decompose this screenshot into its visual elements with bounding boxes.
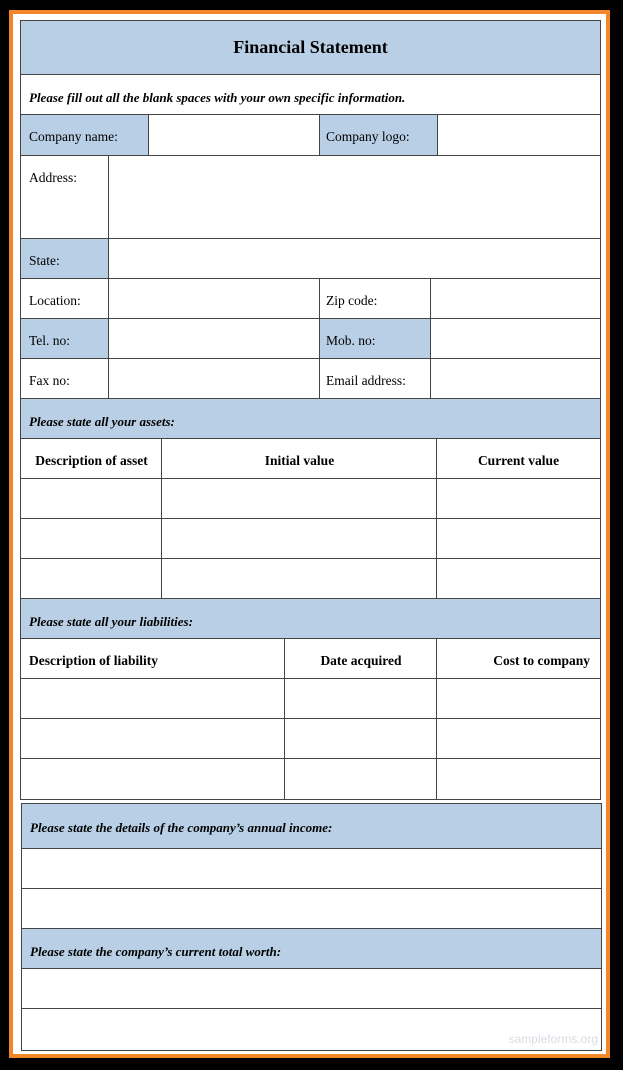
income-line-2[interactable] bbox=[22, 889, 601, 929]
liabilities-prompt: Please state all your liabilities: bbox=[29, 614, 193, 629]
liabilities-col-description bbox=[21, 639, 285, 679]
assets-col-current bbox=[437, 439, 600, 479]
liability-row-3-cost[interactable] bbox=[437, 759, 600, 799]
income-line-1[interactable] bbox=[22, 849, 601, 889]
income-prompt: Please state the details of the company’s annual income: bbox=[30, 820, 333, 835]
assets-prompt-row bbox=[21, 399, 600, 439]
asset-row-3-initial[interactable] bbox=[162, 559, 437, 599]
company-name-label: Company name: bbox=[29, 129, 118, 144]
location-field[interactable] bbox=[109, 279, 320, 319]
liabilities-col-date bbox=[285, 639, 437, 679]
liability-row-1-date[interactable] bbox=[285, 679, 437, 719]
liability-row-2-date[interactable] bbox=[285, 719, 437, 759]
asset-row-2-initial[interactable] bbox=[162, 519, 437, 559]
liabilities-col-cost bbox=[437, 639, 600, 679]
location-label-cell bbox=[21, 279, 109, 319]
tel-label-cell bbox=[21, 319, 109, 359]
company-name-label-cell bbox=[21, 115, 149, 156]
asset-row-1-description[interactable] bbox=[21, 479, 162, 519]
liability-row-3-date[interactable] bbox=[285, 759, 437, 799]
liability-row-2-description[interactable] bbox=[21, 719, 285, 759]
assets-col-initial-label: Initial value bbox=[264, 453, 335, 468]
liabilities-col-description-label: Description of liability bbox=[29, 653, 158, 668]
company-logo-label-cell bbox=[320, 115, 438, 156]
liability-row-1-description[interactable] bbox=[21, 679, 285, 719]
tel-field[interactable] bbox=[109, 319, 320, 359]
worth-prompt: Please state the company’s current total worth: bbox=[30, 944, 282, 959]
instruction-text: Please fill out all the blank spaces with your own specific information. bbox=[29, 90, 406, 105]
income-prompt-row bbox=[22, 804, 601, 849]
worth-prompt-row bbox=[22, 929, 601, 969]
fax-field[interactable] bbox=[109, 359, 320, 399]
assets-col-initial bbox=[162, 439, 437, 479]
asset-row-1-initial[interactable] bbox=[162, 479, 437, 519]
company-logo-label: Company logo: bbox=[326, 129, 410, 144]
worth-line-1[interactable] bbox=[22, 969, 601, 1009]
assets-prompt: Please state all your assets: bbox=[29, 414, 175, 429]
state-label-cell bbox=[21, 239, 109, 279]
liabilities-col-date-label: Date acquired bbox=[320, 653, 402, 668]
asset-row-1-current[interactable] bbox=[437, 479, 600, 519]
company-name-field[interactable] bbox=[149, 115, 320, 156]
state-field[interactable] bbox=[109, 239, 600, 279]
tel-label: Tel. no: bbox=[29, 333, 71, 348]
assets-col-description bbox=[21, 439, 162, 479]
asset-row-3-description[interactable] bbox=[21, 559, 162, 599]
email-field[interactable] bbox=[431, 359, 600, 399]
zip-code-label-cell bbox=[320, 279, 431, 319]
page-title: Financial Statement bbox=[233, 37, 388, 57]
asset-row-2-current[interactable] bbox=[437, 519, 600, 559]
assets-col-description-label: Description of asset bbox=[35, 453, 148, 468]
mob-label-cell bbox=[320, 319, 431, 359]
email-label: Email address: bbox=[326, 373, 406, 388]
zip-code-label: Zip code: bbox=[326, 293, 378, 308]
asset-row-3-current[interactable] bbox=[437, 559, 600, 599]
fax-label-cell bbox=[21, 359, 109, 399]
address-field[interactable] bbox=[109, 156, 600, 239]
liability-row-2-cost[interactable] bbox=[437, 719, 600, 759]
email-label-cell bbox=[320, 359, 431, 399]
asset-row-2-description[interactable] bbox=[21, 519, 162, 559]
income-worth-section bbox=[21, 803, 602, 1051]
address-label: Address: bbox=[29, 170, 77, 185]
instruction-row bbox=[21, 75, 600, 115]
company-logo-field[interactable] bbox=[438, 115, 600, 156]
mob-field[interactable] bbox=[431, 319, 600, 359]
liability-row-3-description[interactable] bbox=[21, 759, 285, 799]
assets-col-current-label: Current value bbox=[477, 453, 560, 468]
liabilities-col-cost-label: Cost to company bbox=[493, 653, 590, 668]
location-label: Location: bbox=[29, 293, 81, 308]
title-bar bbox=[21, 21, 600, 75]
financial-statement-form bbox=[20, 20, 601, 800]
fax-label: Fax no: bbox=[29, 373, 70, 388]
liabilities-prompt-row bbox=[21, 599, 600, 639]
watermark: sampleforms.org bbox=[508, 1032, 598, 1046]
zip-code-field[interactable] bbox=[431, 279, 600, 319]
liability-row-1-cost[interactable] bbox=[437, 679, 600, 719]
state-label: State: bbox=[29, 253, 60, 268]
address-label-cell bbox=[21, 156, 109, 239]
mob-label: Mob. no: bbox=[326, 333, 376, 348]
